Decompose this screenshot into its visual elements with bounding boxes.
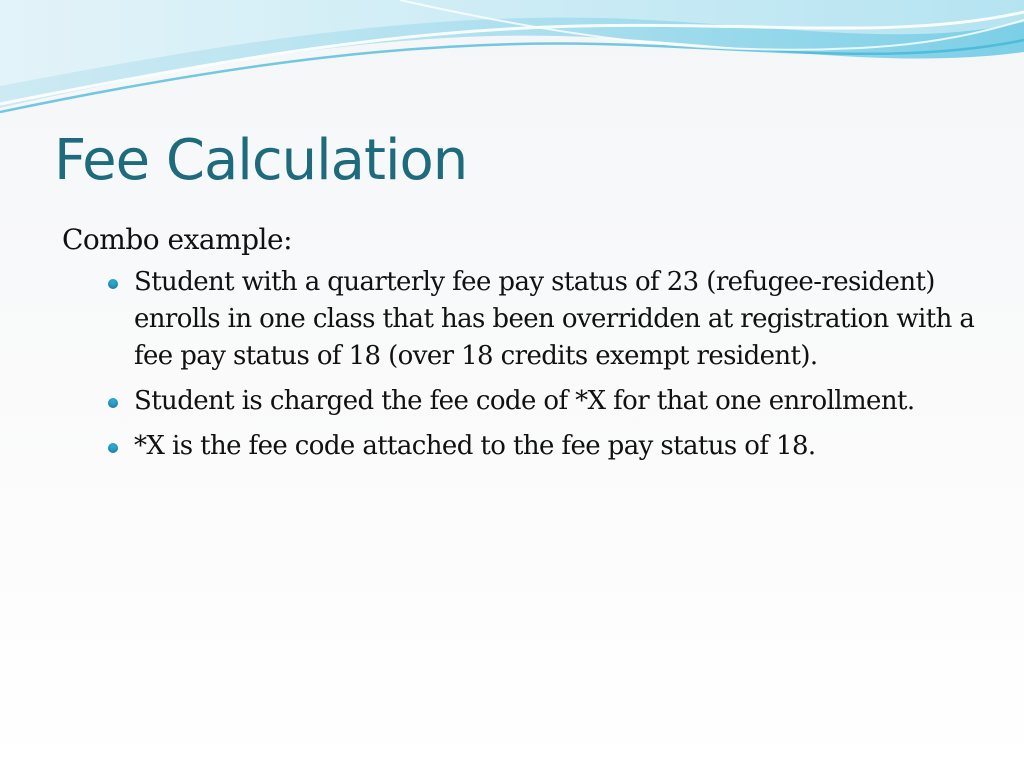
header-wave-decoration [0, 0, 1024, 130]
bullet-text: Student with a quarterly fee pay status of 23 (refugee-resident) enrolls in one class that has been overridden at registration with a fee pay status of 18 (over 18 credits exempt resident). [134, 267, 975, 371]
bullet-text: Student is charged the fee code of *X for that one enrollment. [134, 386, 915, 416]
bullet-dot-icon [108, 443, 118, 453]
slide-title: Fee Calculation [54, 128, 468, 193]
bullet-dot-icon [108, 398, 118, 408]
slide-body [62, 220, 982, 473]
list-item [62, 264, 982, 375]
list-item [62, 383, 982, 420]
bullet-text: *X is the fee code attached to the fee pay status of 18. [134, 431, 816, 461]
bullet-dot-icon [108, 279, 118, 289]
intro-text: Combo example: [62, 223, 293, 256]
list-item [62, 428, 982, 465]
bullet-list [62, 264, 982, 465]
